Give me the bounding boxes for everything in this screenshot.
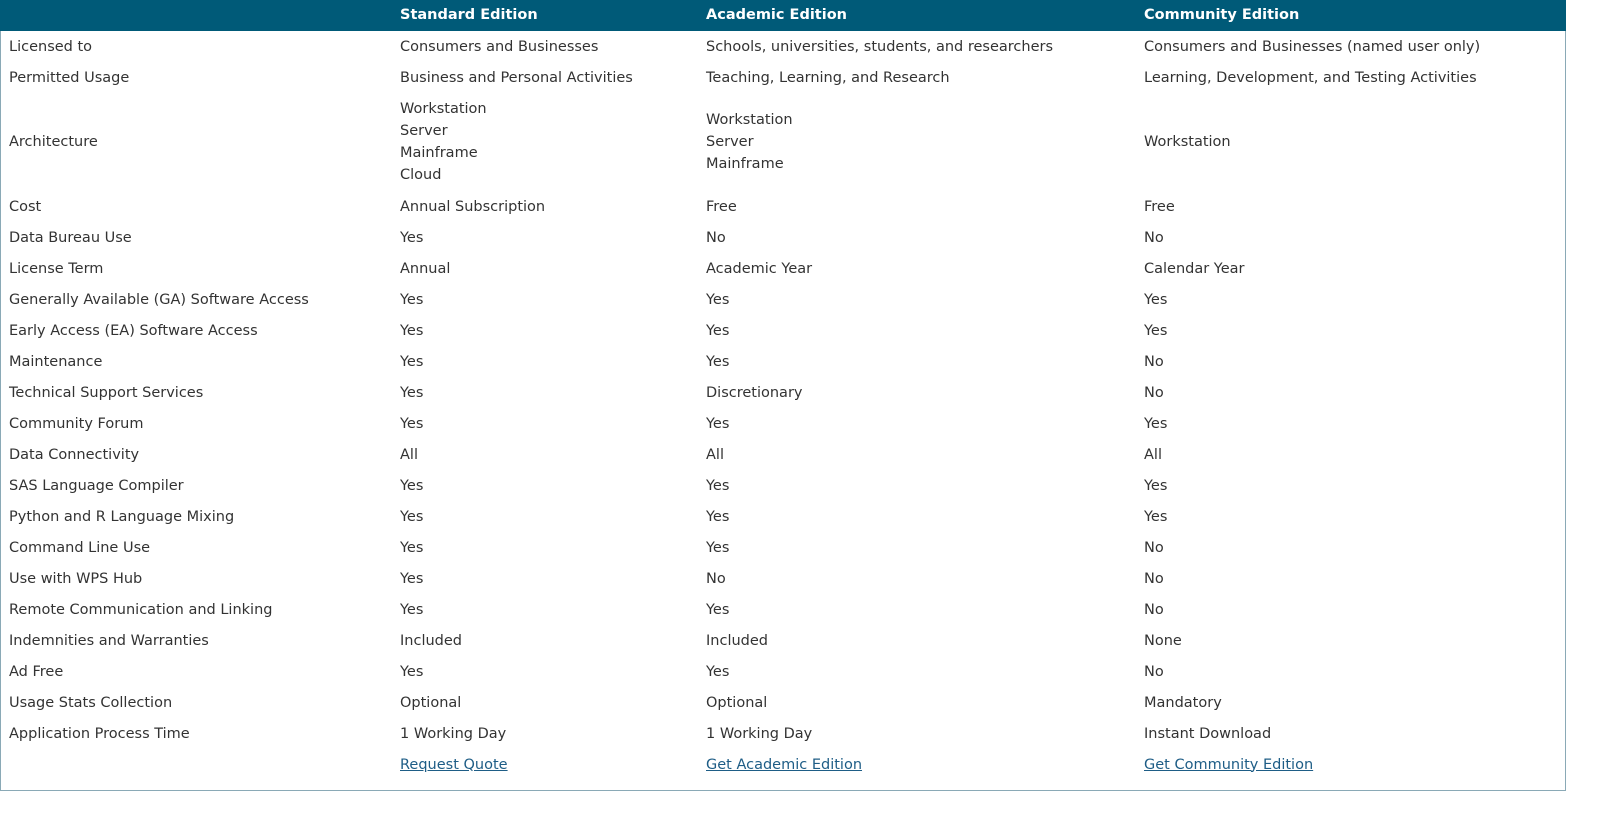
academic-value: Discretionary bbox=[706, 384, 803, 401]
feature-label: Maintenance bbox=[9, 353, 103, 370]
community-value: No bbox=[1144, 539, 1164, 556]
academic-action-cell bbox=[697, 749, 1135, 780]
standard-value: Yes bbox=[400, 477, 424, 494]
academic-value: Yes bbox=[706, 291, 730, 308]
table-row bbox=[0, 563, 1566, 594]
standard-value: Yes bbox=[400, 539, 424, 556]
get-community-edition-link[interactable]: Get Community Edition bbox=[1144, 756, 1314, 773]
academic-value: 1 Working Day bbox=[706, 725, 813, 742]
academic-value: Yes bbox=[706, 508, 730, 525]
table-row bbox=[0, 501, 1566, 532]
architecture-item: Mainframe bbox=[706, 156, 784, 172]
academic-value: Yes bbox=[706, 539, 730, 556]
academic-value: No bbox=[706, 229, 726, 246]
standard-value: Optional bbox=[400, 694, 462, 711]
standard-value: Yes bbox=[400, 601, 424, 618]
standard-value: Yes bbox=[400, 570, 424, 587]
standard-value: Business and Personal Activities bbox=[400, 69, 633, 86]
table-row bbox=[0, 93, 1566, 191]
table-row bbox=[0, 718, 1566, 749]
table-row bbox=[0, 31, 1566, 62]
community-value bbox=[1135, 93, 1566, 191]
table-row bbox=[0, 377, 1566, 408]
header-community-edition: Community Edition bbox=[1144, 7, 1300, 23]
feature-label: Ad Free bbox=[9, 663, 64, 680]
table-row bbox=[0, 191, 1566, 222]
community-value: No bbox=[1144, 229, 1164, 246]
community-value: No bbox=[1144, 601, 1164, 618]
table-row bbox=[0, 687, 1566, 718]
standard-value: Yes bbox=[400, 291, 424, 308]
header-standard-edition: Standard Edition bbox=[400, 7, 538, 23]
standard-value: Yes bbox=[400, 229, 424, 246]
architecture-item: Mainframe bbox=[400, 145, 478, 161]
feature-label: Cost bbox=[9, 198, 42, 215]
feature-label: SAS Language Compiler bbox=[9, 477, 184, 494]
academic-value: Free bbox=[706, 198, 737, 215]
feature-label: Technical Support Services bbox=[9, 384, 204, 401]
table-body bbox=[0, 31, 1566, 780]
community-value: No bbox=[1144, 570, 1164, 587]
request-quote-link[interactable]: Request Quote bbox=[400, 756, 508, 773]
feature-label: Architecture bbox=[9, 134, 98, 150]
academic-value: Academic Year bbox=[706, 260, 813, 277]
feature-label: Data Bureau Use bbox=[9, 229, 132, 246]
table-row bbox=[0, 532, 1566, 563]
feature-label: Community Forum bbox=[9, 415, 144, 432]
standard-value: Yes bbox=[400, 384, 424, 401]
community-value: No bbox=[1144, 353, 1164, 370]
academic-value: Yes bbox=[706, 353, 730, 370]
standard-value: 1 Working Day bbox=[400, 725, 507, 742]
standard-action-cell bbox=[391, 749, 697, 780]
table-row bbox=[0, 439, 1566, 470]
community-value: Yes bbox=[1144, 508, 1168, 525]
table-row bbox=[0, 222, 1566, 253]
academic-value: Schools, universities, students, and researchers bbox=[706, 38, 1054, 55]
feature-label: Use with WPS Hub bbox=[9, 570, 143, 587]
header-row bbox=[0, 0, 1566, 31]
feature-label: Remote Communication and Linking bbox=[9, 601, 273, 618]
standard-value: Yes bbox=[400, 415, 424, 432]
community-value: All bbox=[1144, 446, 1162, 463]
academic-value: Yes bbox=[706, 477, 730, 494]
community-value: No bbox=[1144, 384, 1164, 401]
architecture-item: Server bbox=[400, 123, 448, 139]
standard-value: Yes bbox=[400, 322, 424, 339]
academic-value bbox=[697, 93, 1135, 191]
community-value: Learning, Development, and Testing Activities bbox=[1144, 69, 1477, 86]
academic-value: No bbox=[706, 570, 726, 587]
architecture-item: Cloud bbox=[400, 167, 442, 183]
table-row bbox=[0, 656, 1566, 687]
community-value: Yes bbox=[1144, 322, 1168, 339]
academic-value: Yes bbox=[706, 663, 730, 680]
table-row bbox=[0, 625, 1566, 656]
academic-value: Included bbox=[706, 632, 768, 649]
header-academic-edition: Academic Edition bbox=[706, 7, 847, 23]
standard-value bbox=[391, 93, 697, 191]
academic-value: Yes bbox=[706, 415, 730, 432]
community-action-cell bbox=[1135, 749, 1566, 780]
table-row bbox=[0, 594, 1566, 625]
academic-value: All bbox=[706, 446, 724, 463]
standard-value: Annual Subscription bbox=[400, 198, 546, 215]
community-value: Calendar Year bbox=[1144, 260, 1245, 277]
architecture-item: Workstation bbox=[1144, 134, 1231, 150]
table-header bbox=[0, 0, 1566, 31]
feature-label: License Term bbox=[9, 260, 104, 277]
table-row bbox=[0, 284, 1566, 315]
community-value: Yes bbox=[1144, 477, 1168, 494]
community-value: Yes bbox=[1144, 415, 1168, 432]
feature-label: Licensed to bbox=[9, 38, 93, 55]
table-row bbox=[0, 346, 1566, 377]
community-value: Instant Download bbox=[1144, 725, 1272, 742]
table-row bbox=[0, 315, 1566, 346]
standard-value: Included bbox=[400, 632, 462, 649]
feature-label: Permitted Usage bbox=[9, 69, 130, 86]
actions-row bbox=[0, 749, 1566, 780]
header-feature-column bbox=[0, 0, 391, 31]
table-row bbox=[0, 408, 1566, 439]
feature-label: Command Line Use bbox=[9, 539, 151, 556]
standard-value: Yes bbox=[400, 508, 424, 525]
architecture-item: Workstation bbox=[706, 112, 793, 128]
feature-label: Indemnities and Warranties bbox=[9, 632, 209, 649]
academic-value: Optional bbox=[706, 694, 768, 711]
architecture-item: Workstation bbox=[400, 101, 487, 117]
feature-label: Usage Stats Collection bbox=[9, 694, 173, 711]
actions-empty-cell bbox=[0, 749, 391, 780]
community-value: Mandatory bbox=[1144, 694, 1222, 711]
community-value: Free bbox=[1144, 198, 1175, 215]
academic-value: Yes bbox=[706, 601, 730, 618]
table-row bbox=[0, 253, 1566, 284]
feature-label: Early Access (EA) Software Access bbox=[9, 322, 258, 339]
architecture-item: Server bbox=[706, 134, 754, 150]
community-value: Yes bbox=[1144, 291, 1168, 308]
table-row bbox=[0, 470, 1566, 501]
academic-value: Teaching, Learning, and Research bbox=[706, 69, 950, 86]
community-value: None bbox=[1144, 632, 1182, 649]
community-value: Consumers and Businesses (named user only) bbox=[1144, 38, 1481, 55]
community-value: No bbox=[1144, 663, 1164, 680]
get-academic-edition-link[interactable]: Get Academic Edition bbox=[706, 756, 863, 773]
standard-value: Yes bbox=[400, 663, 424, 680]
standard-value: All bbox=[400, 446, 418, 463]
table-row bbox=[0, 62, 1566, 93]
standard-value: Yes bbox=[400, 353, 424, 370]
standard-value: Consumers and Businesses bbox=[400, 38, 599, 55]
feature-label: Generally Available (GA) Software Access bbox=[9, 291, 309, 308]
feature-label: Data Connectivity bbox=[9, 446, 140, 463]
standard-value: Annual bbox=[400, 260, 451, 277]
academic-value: Yes bbox=[706, 322, 730, 339]
feature-label: Python and R Language Mixing bbox=[9, 508, 235, 525]
feature-label: Application Process Time bbox=[9, 725, 190, 742]
